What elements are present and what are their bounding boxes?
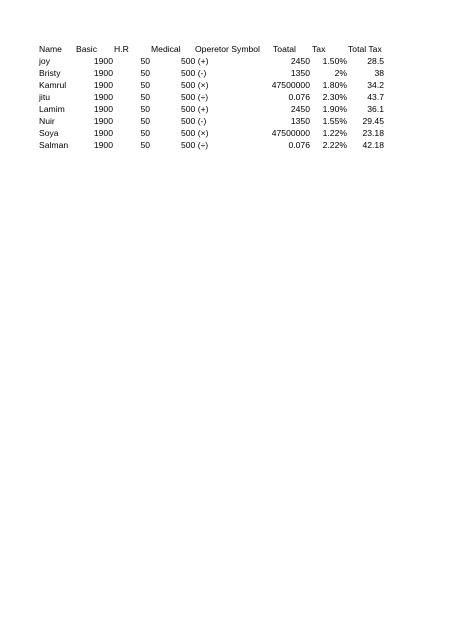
cell-tax: 1.80% bbox=[322, 80, 347, 90]
cell-total: 47500000 bbox=[271, 80, 310, 90]
cell-hr: 50 bbox=[140, 56, 150, 66]
cell-basic: 1900 bbox=[93, 92, 113, 102]
cell-tax: 2.30% bbox=[322, 92, 347, 102]
cell-hr: 50 bbox=[140, 80, 150, 90]
cell-tax: 1.90% bbox=[322, 104, 347, 114]
cell-tax: 1.55% bbox=[322, 116, 347, 126]
cell-name: jitu bbox=[39, 92, 50, 102]
cell-medical-op: 500 (×) bbox=[181, 80, 209, 90]
cell-hr: 50 bbox=[140, 140, 150, 150]
cell-basic: 1900 bbox=[93, 140, 113, 150]
cell-medical-op: 500 (+) bbox=[181, 104, 209, 114]
cell-name: Nuir bbox=[39, 116, 55, 126]
cell-basic: 1900 bbox=[93, 104, 113, 114]
cell-total: 0.076 bbox=[288, 92, 310, 102]
cell-total-tax: 42.18 bbox=[362, 140, 384, 150]
cell-hr: 50 bbox=[140, 116, 150, 126]
cell-basic: 1900 bbox=[93, 116, 113, 126]
cell-tax: 2.22% bbox=[322, 140, 347, 150]
cell-total: 1350 bbox=[290, 116, 310, 126]
cell-basic: 1900 bbox=[93, 68, 113, 78]
cell-basic: 1900 bbox=[93, 56, 113, 66]
cell-hr: 50 bbox=[140, 68, 150, 78]
cell-name: Salman bbox=[39, 140, 69, 150]
header-tax: Tax bbox=[312, 44, 326, 54]
cell-hr: 50 bbox=[140, 104, 150, 114]
cell-name: joy bbox=[39, 56, 50, 66]
cell-medical-op: 500 (+) bbox=[181, 56, 209, 66]
table-row bbox=[0, 91, 474, 103]
cell-hr: 50 bbox=[140, 128, 150, 138]
cell-total-tax: 28.5 bbox=[367, 56, 384, 66]
cell-medical-op: 500 (×) bbox=[181, 128, 209, 138]
table-row bbox=[0, 55, 474, 67]
cell-basic: 1900 bbox=[93, 80, 113, 90]
cell-total-tax: 36.1 bbox=[367, 104, 384, 114]
cell-total: 0.076 bbox=[288, 140, 310, 150]
header-name: Name bbox=[39, 44, 62, 54]
cell-total: 47500000 bbox=[271, 128, 310, 138]
header-total-tax: Total Tax bbox=[348, 44, 382, 54]
cell-medical-op: 500 (÷) bbox=[181, 92, 209, 102]
cell-medical-op: 500 (÷) bbox=[181, 140, 209, 150]
cell-name: Kamrul bbox=[39, 80, 67, 90]
table-row bbox=[0, 139, 474, 151]
cell-total-tax: 23.18 bbox=[362, 128, 384, 138]
cell-basic: 1900 bbox=[93, 128, 113, 138]
cell-total: 1350 bbox=[290, 68, 310, 78]
cell-total-tax: 34.2 bbox=[367, 80, 384, 90]
header-basic: Basic bbox=[76, 44, 98, 54]
table-row bbox=[0, 127, 474, 139]
header-total: Toatal bbox=[273, 44, 296, 54]
table-row bbox=[0, 115, 474, 127]
cell-medical-op: 500 (-) bbox=[181, 116, 207, 126]
cell-total-tax: 29.45 bbox=[362, 116, 384, 126]
cell-name: Lamim bbox=[39, 104, 65, 114]
table-row bbox=[0, 79, 474, 91]
header-medical: Medical bbox=[151, 44, 181, 54]
cell-name: Bristy bbox=[39, 68, 61, 78]
table-row bbox=[0, 67, 474, 79]
cell-hr: 50 bbox=[140, 92, 150, 102]
cell-medical-op: 500 (-) bbox=[181, 68, 207, 78]
header-hr: H.R bbox=[114, 44, 129, 54]
cell-total: 2450 bbox=[290, 104, 310, 114]
cell-tax: 1.22% bbox=[322, 128, 347, 138]
header-operator: Operetor Symbol bbox=[195, 44, 260, 54]
cell-tax: 2% bbox=[334, 68, 347, 78]
cell-tax: 1.50% bbox=[322, 56, 347, 66]
cell-total: 2450 bbox=[290, 56, 310, 66]
table-row bbox=[0, 103, 474, 115]
header-row bbox=[0, 43, 474, 55]
cell-total-tax: 38 bbox=[374, 68, 384, 78]
cell-name: Soya bbox=[39, 128, 59, 138]
cell-total-tax: 43.7 bbox=[367, 92, 384, 102]
